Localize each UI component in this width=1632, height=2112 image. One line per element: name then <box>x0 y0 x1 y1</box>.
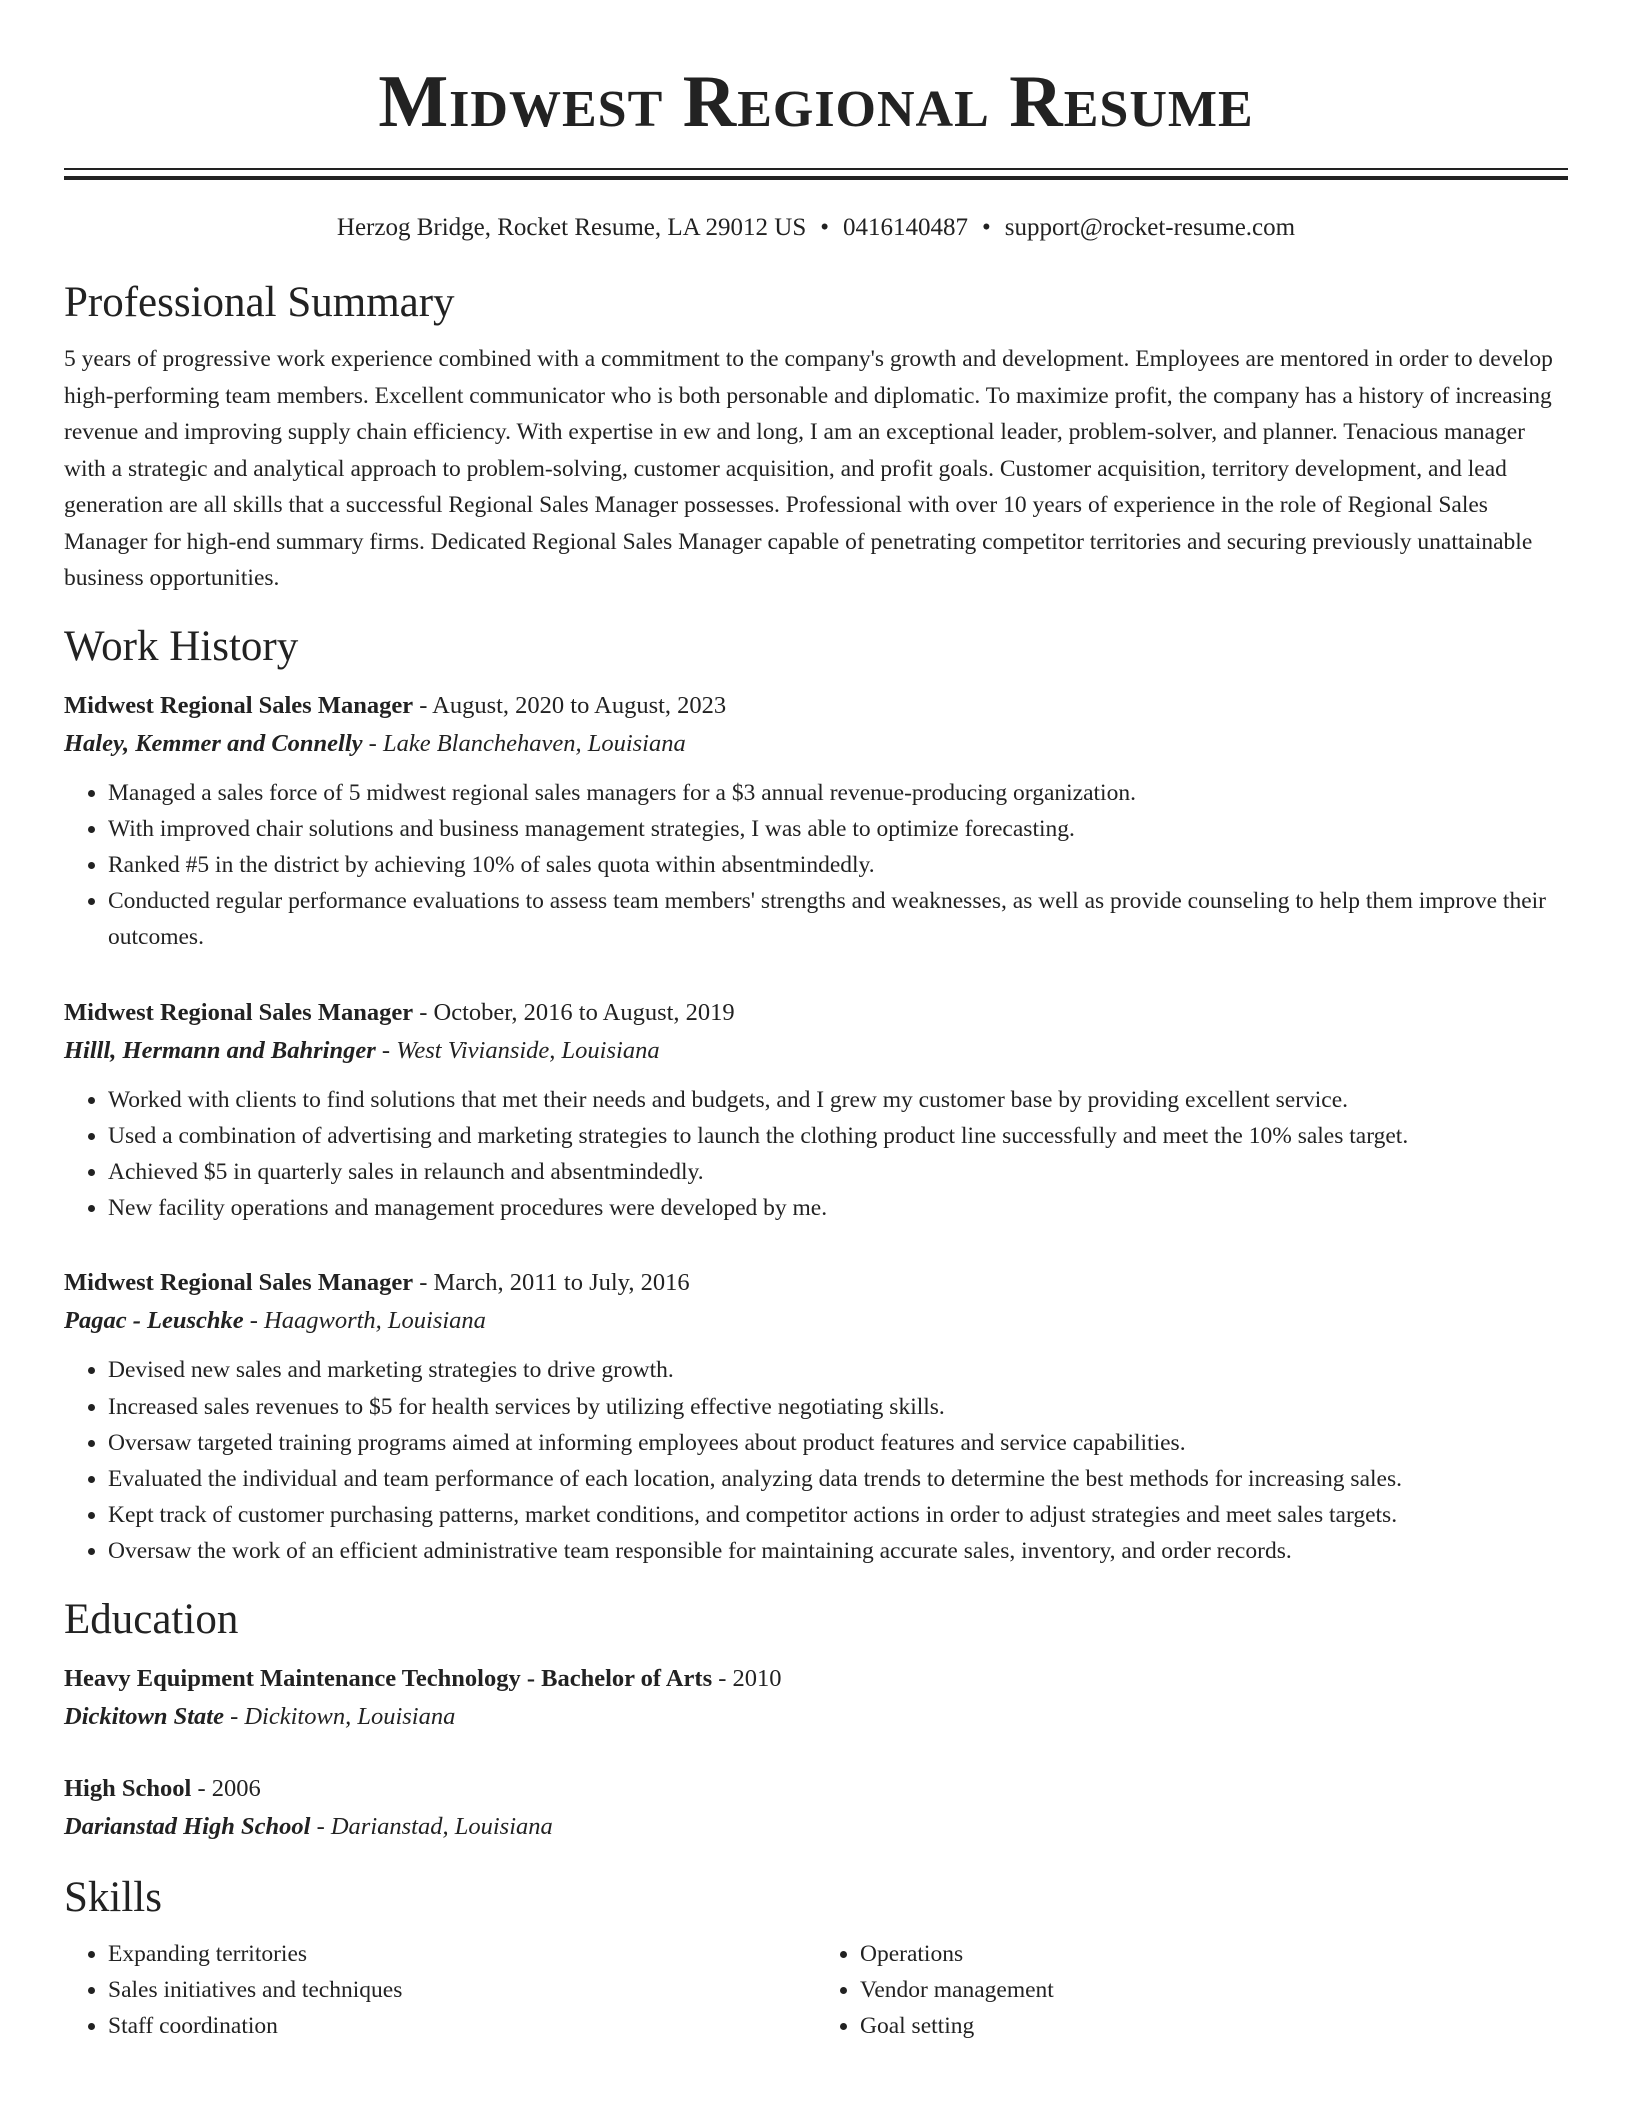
job-dates: - October, 2016 to August, 2019 <box>413 998 735 1026</box>
job-company: Hilll, Hermann and Bahringer <box>64 1036 376 1064</box>
education-entry <box>64 1660 1568 1736</box>
job-location: - Lake Blanchehaven, Louisiana <box>362 729 686 757</box>
contact-phone: 0416140487 <box>843 214 969 241</box>
list-item: • Evaluated the individual and team performance of each location, analyzing data trends to determine the best methods for increasing sales. <box>108 1461 1568 1497</box>
section-heading-summary: Professional Summary <box>64 279 455 326</box>
education-degree: High School <box>64 1774 192 1802</box>
skills-column-right <box>816 1936 1568 2045</box>
list-item: • Oversaw targeted training programs aimed at informing employees about product features and service capabilities. <box>108 1425 1568 1461</box>
section-heading-skills: Skills <box>64 1873 162 1921</box>
job-company: Haley, Kemmer and Connelly <box>64 729 363 757</box>
job-dates: - March, 2011 to July, 2016 <box>413 1269 690 1297</box>
skill-item: • Expanding territories <box>108 1936 816 1972</box>
list-item: • Achieved $5 in quarterly sales in relaunch and absentmindedly. <box>108 1154 1568 1190</box>
job-entry <box>64 687 1568 956</box>
job-title-line <box>64 994 1568 1032</box>
skill-item: • Sales initiatives and techniques <box>108 1972 816 2008</box>
education-school-line <box>64 1808 1568 1846</box>
list-item: • Used a combination of advertising and marketing strategies to launch the clothing product line successfully and meet the 10% sales target. <box>108 1118 1568 1154</box>
job-bullets <box>64 1082 1568 1227</box>
skill-item: • Goal setting <box>860 2008 1568 2044</box>
list-item: • New facility operations and management procedures were developed by me. <box>108 1190 1568 1226</box>
list-item: • Increased sales revenues to $5 for health services by utilizing effective negotiating skills. <box>108 1389 1568 1425</box>
header-divider-thin <box>64 168 1568 170</box>
resume-title: Midwest Regional Resume <box>378 61 1254 143</box>
job-title: Midwest Regional Sales Manager <box>64 1269 414 1297</box>
job-location: - Haagworth, Louisiana <box>243 1307 486 1335</box>
list-item: • Conducted regular performance evaluations to assess team members' strengths and weaknesses, as well as provide counseling to help them improve their outcomes. <box>108 883 1568 955</box>
job-title: Midwest Regional Sales Manager <box>64 998 414 1026</box>
contact-line <box>64 213 1568 243</box>
list-item: • Worked with clients to find solutions that met their needs and budgets, and I grew my customer base by providing excellent service. <box>108 1082 1568 1118</box>
skills-list <box>64 1936 1568 2045</box>
job-bullets <box>64 1352 1568 1569</box>
list-item: • Devised new sales and marketing strategies to drive growth. <box>108 1352 1568 1388</box>
education-year: - 2006 <box>191 1774 261 1802</box>
education-degree-line <box>64 1660 1568 1698</box>
job-title-line <box>64 1264 1568 1302</box>
skill-item: • Operations <box>860 1936 1568 1972</box>
education-degree-line <box>64 1770 1568 1808</box>
education-school: Dickitown State <box>64 1702 224 1730</box>
section-heading-work-history: Work History <box>64 622 299 670</box>
job-company-line <box>64 725 1568 763</box>
list-item: • Ranked #5 in the district by achieving 10% of sales quota within absentmindedly. <box>108 847 1568 883</box>
education-school: Darianstad High School <box>64 1812 311 1840</box>
job-company-line <box>64 1302 1568 1340</box>
skill-item: • Staff coordination <box>108 2008 816 2044</box>
education-location: - Darianstad, Louisiana <box>310 1812 553 1840</box>
education-degree: Heavy Equipment Maintenance Technology - Bachelor of Arts <box>64 1664 713 1692</box>
list-item: • Kept track of customer purchasing patterns, market conditions, and competitor actions in order to adjust strategies and meet sales targets. <box>108 1497 1568 1533</box>
contact-email: support@rocket-resume.com <box>1004 214 1296 241</box>
contact-separator: • <box>982 214 991 241</box>
list-item: • With improved chair solutions and business management strategies, I was able to optimize forecasting. <box>108 811 1568 847</box>
list-item: • Managed a sales force of 5 midwest regional sales managers for a $3 annual revenue-producing organization. <box>108 775 1568 811</box>
job-title-line <box>64 687 1568 725</box>
job-title: Midwest Regional Sales Manager <box>64 691 414 719</box>
job-entry <box>64 994 1568 1227</box>
job-dates: - August, 2020 to August, 2023 <box>413 691 727 719</box>
education-school-line <box>64 1698 1568 1736</box>
summary-text: 5 years of progressive work experience combined with a commitment to the company's growth and development. Employees are mentored in order to develop high-performing team members. Excellent communicator who is both personable and diplomatic. To maximize profit, the company has a history of increasing revenue and improving supply chain efficiency. With expertise in ew and long, I am an exceptional leader, problem-solver, and planner. Tenacious manager with a strategic and analytical approach to problem-solving, customer acquisition, and profit goals. Customer acquisition, territory development, and lead generation are all skills that a successful Regional Sales Manager possesses. Professional with over 10 years of experience in the role of Regional Sales Manager for high-end summary firms. Dedicated Regional Sales Manager capable of penetrating competitor territories and securing previously unattainable business opportunities. <box>64 346 1553 591</box>
contact-separator: • <box>820 214 830 241</box>
list-item: • Oversaw the work of an efficient administrative team responsible for maintaining accurate sales, inventory, and order records. <box>108 1533 1568 1569</box>
education-entry <box>64 1770 1568 1846</box>
header-divider-thick <box>64 176 1568 180</box>
contact-address: Herzog Bridge, Rocket Resume, LA 29012 US <box>336 214 807 241</box>
job-entry <box>64 1264 1568 1569</box>
job-company: Pagac - Leuschke <box>64 1307 244 1335</box>
skills-column-left <box>64 1936 816 2045</box>
education-year: - 2010 <box>712 1664 782 1692</box>
section-heading-education: Education <box>64 1595 239 1643</box>
job-company-line <box>64 1032 1568 1070</box>
job-location: - West Vivianside, Louisiana <box>375 1036 660 1064</box>
job-bullets <box>64 775 1568 956</box>
skill-item: • Vendor management <box>860 1972 1568 2008</box>
education-location: - Dickitown, Louisiana <box>223 1702 456 1730</box>
